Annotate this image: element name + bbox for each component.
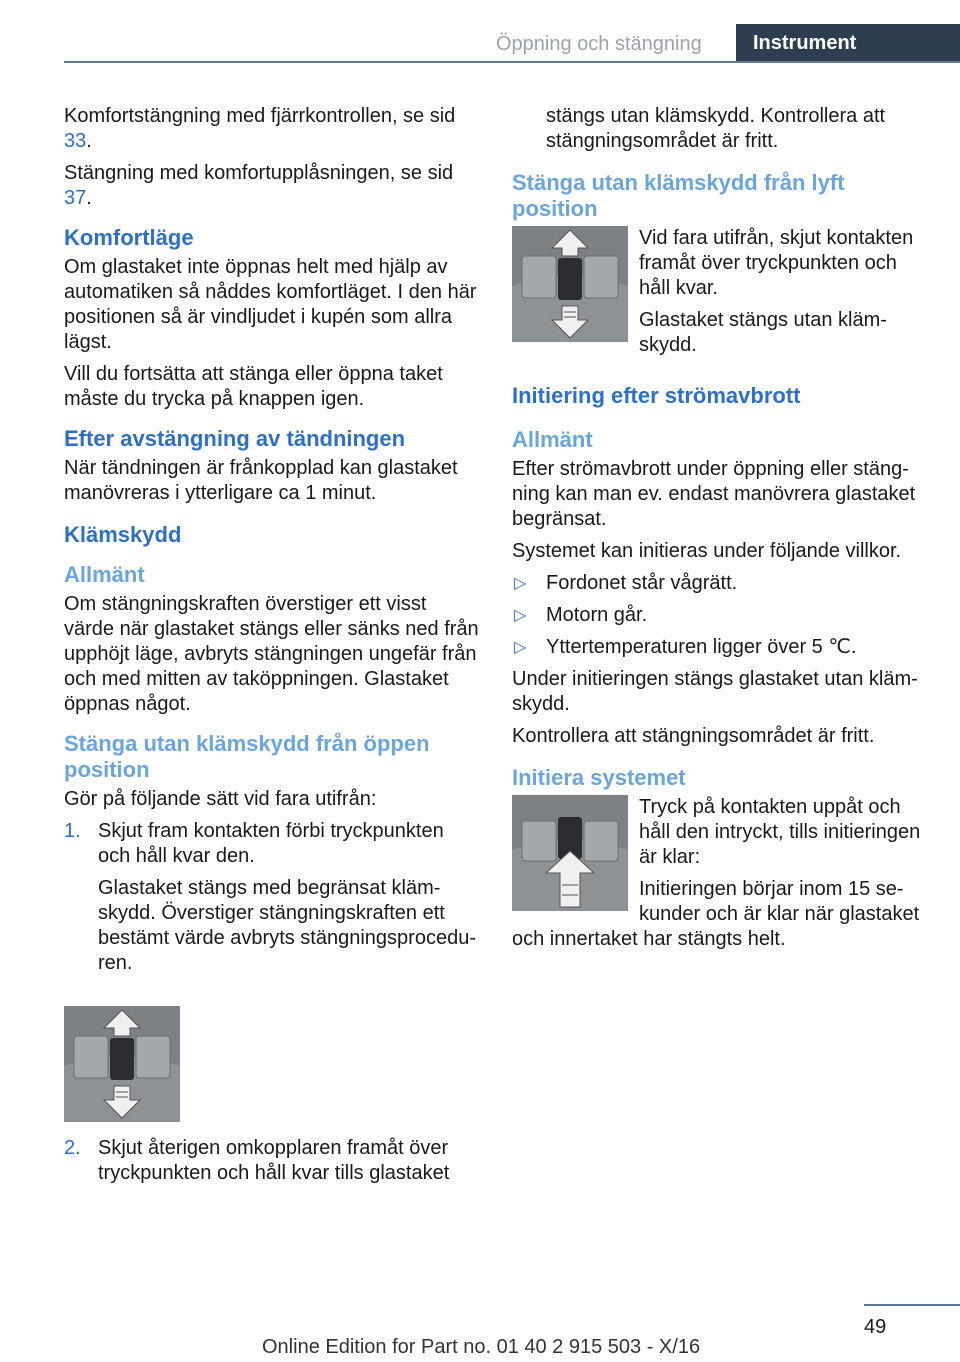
header-chapter-tab: Instrument: [736, 24, 960, 62]
subheading-stanga-lyft: Stänga utan klämskydd från lyft position: [512, 170, 845, 221]
subheading-initiera-systemet: Initiera systemet: [512, 765, 686, 790]
paragraph: Om stängningskraften överstiger ett visst värde när glastaket stängs eller sänks ned från upphöjt läge, avbryts stängningen ungefär från och med mitten av taköppningen. Glastaket öppnas något.: [64, 593, 479, 715]
step-1: [64, 819, 480, 983]
step-text: Glastaket stängs med begränsat klämskydd. Överstiger stängningskraften ett bestämt värde avbryts stängningsproceduren.: [98, 877, 476, 974]
step-number: 1.: [64, 820, 81, 842]
paragraph: och innertaket har stängts helt.: [512, 928, 786, 950]
bullet-triangle-icon: ▷: [514, 639, 527, 656]
subheading-allmant: Allmänt: [64, 562, 145, 587]
paragraph: Systemet kan initieras under följande villkor.: [512, 540, 902, 562]
paragraph: Tryck på kontakten uppåt och håll den intryckt, tills initieringen är klar:: [639, 796, 921, 868]
step-number: 2.: [64, 1137, 81, 1159]
footer-rule: [864, 1304, 960, 1306]
footer-edition: Online Edition for Part no. 01 40 2 915 503 - X/16: [262, 1336, 701, 1358]
list-item: ▷ Motorn går.: [514, 604, 648, 626]
paragraph: Om glastaket inte öppnas helt med hjälp av automatiken så nåddes komfortläget. I den här positionen så är vindljudet i kupén som allra lägst.: [64, 256, 477, 353]
instruction-with-image: [512, 226, 928, 365]
header-section-title: Öppning och stängning: [496, 33, 702, 55]
subheading-allmant: Allmänt: [512, 427, 593, 452]
header-rule: [64, 61, 960, 63]
switch-illustration: [512, 795, 628, 911]
heading-efter-avstangning: Efter avstängning av tändningen: [64, 426, 406, 451]
page-number: 49: [864, 1316, 887, 1338]
paragraph: Glastaket stängs utan klämskydd.: [639, 309, 887, 356]
paragraph: Stängning med komfortupplåsningen, se sid 37.: [64, 162, 454, 209]
bullet-triangle-icon: ▷: [514, 607, 527, 624]
instruction-with-image: [512, 795, 928, 927]
paragraph: Gör på följande sätt vid fara utifrån:: [64, 788, 377, 810]
list-item: ▷ Fordonet står vågrätt.: [514, 572, 738, 594]
paragraph: Kontrollera att stängningsområdet är fritt.: [512, 725, 875, 747]
switch-illustration: [64, 1006, 480, 1122]
page-link[interactable]: 37: [64, 187, 87, 209]
paragraph: Komfortstängning med fjärrkontrollen, se sid 33.: [64, 105, 456, 152]
step-2: [64, 1136, 480, 1193]
heading-komfortlage: Komfortläge: [64, 225, 194, 250]
heading-initiering: Initiering efter strömavbrott: [512, 383, 801, 408]
paragraph: När tändningen är frånkopplad kan glastaket manövreras i ytterligare ca 1 minut.: [64, 457, 458, 504]
paragraph: stängs utan klämskydd. Kontrollera att stängningsområdet är fritt.: [546, 105, 886, 152]
paragraph: Efter strömavbrott under öppning eller stängning kan man ev. endast manövrera glastaket begränsat.: [512, 458, 916, 530]
paragraph: Vid fara utifrån, skjut kontakten framåt över tryckpunkten och håll kvar.: [639, 227, 914, 299]
left-column: [64, 104, 480, 1200]
list-item: ▷ Yttertemperaturen ligger över 5 ℃.: [514, 636, 857, 658]
paragraph: Initieringen börjar inom 15 sekunder och är klar när glastaket: [639, 878, 920, 925]
page-link[interactable]: 33: [64, 130, 87, 152]
bullet-triangle-icon: ▷: [514, 575, 527, 592]
right-column: [512, 104, 928, 959]
step-text: Skjut återigen omkopplaren framåt över tryckpunkten och håll kvar tills glastaket: [98, 1137, 450, 1184]
step-text: Skjut fram kontakten förbi tryckpunkten och håll kvar den.: [98, 820, 444, 867]
heading-klamskydd: Klämskydd: [64, 522, 182, 547]
switch-illustration: [512, 226, 628, 342]
subheading-stanga-oppen: Stänga utan klämskydd från öppen position: [64, 731, 430, 782]
paragraph: Under initieringen stängs glastaket utan klämskydd.: [512, 668, 918, 715]
paragraph: Vill du fortsätta att stänga eller öppna taket måste du trycka på knappen igen.: [64, 363, 443, 410]
